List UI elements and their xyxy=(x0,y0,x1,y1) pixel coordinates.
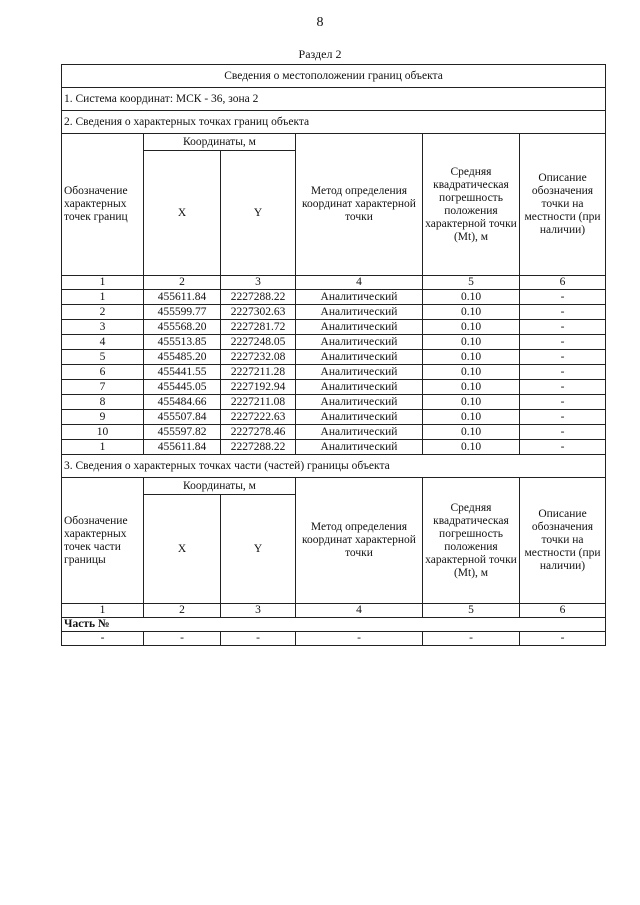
point-y: 2227288.22 xyxy=(221,440,296,455)
point-number: 8 xyxy=(62,395,144,410)
section2-title: 2. Сведения о характерных точках границ объекта xyxy=(62,111,606,134)
header-description: Описание обозначения точки на местности (при наличии) xyxy=(520,134,606,276)
point-y: 2227232.08 xyxy=(221,350,296,365)
point-description: - xyxy=(520,350,606,365)
point-number: 1 xyxy=(62,440,144,455)
column-number: 2 xyxy=(144,276,221,290)
point-number: 4 xyxy=(62,335,144,350)
table-row xyxy=(62,380,606,395)
table-row xyxy=(62,425,606,440)
header-method: Метод определения координат характерной точки xyxy=(296,478,423,604)
point-x: 455445.05 xyxy=(144,380,221,395)
point-y: 2227278.46 xyxy=(221,425,296,440)
point-number: 5 xyxy=(62,350,144,365)
header-method: Метод определения координат характерной точки xyxy=(296,134,423,276)
coordinate-system: 1. Система координат: МСК - 36, зона 2 xyxy=(62,88,606,111)
column-number: 5 xyxy=(423,604,520,618)
point-method: Аналитический xyxy=(296,350,423,365)
point-x: 455597.82 xyxy=(144,425,221,440)
part-cell: - xyxy=(423,632,520,646)
header-x: X xyxy=(144,495,221,604)
point-y: 2227288.22 xyxy=(221,290,296,305)
header-y: Y xyxy=(221,151,296,276)
part-cell: - xyxy=(296,632,423,646)
column-number: 5 xyxy=(423,276,520,290)
column-number: 4 xyxy=(296,604,423,618)
table-row xyxy=(62,395,606,410)
table-row xyxy=(62,305,606,320)
table-row xyxy=(62,335,606,350)
point-y: 2227211.28 xyxy=(221,365,296,380)
point-description: - xyxy=(520,305,606,320)
point-description: - xyxy=(520,425,606,440)
table-row xyxy=(62,290,606,305)
point-accuracy: 0.10 xyxy=(423,425,520,440)
point-y: 2227192.94 xyxy=(221,380,296,395)
point-accuracy: 0.10 xyxy=(423,395,520,410)
point-accuracy: 0.10 xyxy=(423,350,520,365)
table-row xyxy=(62,350,606,365)
point-description: - xyxy=(520,380,606,395)
point-method: Аналитический xyxy=(296,440,423,455)
header-x: X xyxy=(144,151,221,276)
point-y: 2227248.05 xyxy=(221,335,296,350)
header-part-point-label: Обозначение характерных точек части границы xyxy=(62,478,144,604)
point-x: 455507.84 xyxy=(144,410,221,425)
point-y: 2227222.63 xyxy=(221,410,296,425)
point-x: 455611.84 xyxy=(144,290,221,305)
point-method: Аналитический xyxy=(296,365,423,380)
table-row xyxy=(62,365,606,380)
point-number: 2 xyxy=(62,305,144,320)
point-number: 1 xyxy=(62,290,144,305)
point-x: 455441.55 xyxy=(144,365,221,380)
point-x: 455611.84 xyxy=(144,440,221,455)
point-accuracy: 0.10 xyxy=(423,320,520,335)
point-x: 455599.77 xyxy=(144,305,221,320)
point-description: - xyxy=(520,410,606,425)
point-method: Аналитический xyxy=(296,290,423,305)
column-number: 2 xyxy=(144,604,221,618)
point-accuracy: 0.10 xyxy=(423,335,520,350)
section-title: Раздел 2 xyxy=(298,47,342,61)
column-number: 3 xyxy=(221,604,296,618)
header-accuracy: Средняя квадратическая погрешность положения характерной точки (Mt), м xyxy=(423,134,520,276)
point-description: - xyxy=(520,440,606,455)
point-number: 7 xyxy=(62,380,144,395)
header-y: Y xyxy=(221,495,296,604)
part-cell: - xyxy=(221,632,296,646)
point-description: - xyxy=(520,335,606,350)
column-number: 1 xyxy=(62,604,144,618)
point-x: 455513.85 xyxy=(144,335,221,350)
point-accuracy: 0.10 xyxy=(423,365,520,380)
point-x: 455484.66 xyxy=(144,395,221,410)
section3-title: 3. Сведения о характерных точках части (частей) границы объекта xyxy=(62,455,606,478)
point-description: - xyxy=(520,290,606,305)
column-number: 1 xyxy=(62,276,144,290)
point-y: 2227211.08 xyxy=(221,395,296,410)
column-number: 3 xyxy=(221,276,296,290)
part-cell: - xyxy=(62,632,144,646)
point-accuracy: 0.10 xyxy=(423,290,520,305)
header-coords: Координаты, м xyxy=(144,134,296,151)
point-method: Аналитический xyxy=(296,320,423,335)
column-number: 4 xyxy=(296,276,423,290)
point-method: Аналитический xyxy=(296,410,423,425)
table-row xyxy=(62,440,606,455)
header-coords: Координаты, м xyxy=(144,478,296,495)
point-accuracy: 0.10 xyxy=(423,380,520,395)
point-accuracy: 0.10 xyxy=(423,410,520,425)
column-number: 6 xyxy=(520,276,606,290)
point-x: 455485.20 xyxy=(144,350,221,365)
point-method: Аналитический xyxy=(296,305,423,320)
point-number: 3 xyxy=(62,320,144,335)
point-method: Аналитический xyxy=(296,380,423,395)
point-x: 455568.20 xyxy=(144,320,221,335)
point-accuracy: 0.10 xyxy=(423,305,520,320)
header-accuracy: Средняя квадратическая погрешность положения характерной точки (Mt), м xyxy=(423,478,520,604)
header-description: Описание обозначения точки на местности (при наличии) xyxy=(520,478,606,604)
point-method: Аналитический xyxy=(296,335,423,350)
point-description: - xyxy=(520,365,606,380)
point-number: 9 xyxy=(62,410,144,425)
table-title: Сведения о местоположении границ объекта xyxy=(62,65,606,88)
part-cell: - xyxy=(520,632,606,646)
boundary-table xyxy=(61,64,606,646)
point-description: - xyxy=(520,320,606,335)
point-method: Аналитический xyxy=(296,395,423,410)
point-accuracy: 0.10 xyxy=(423,440,520,455)
point-y: 2227281.72 xyxy=(221,320,296,335)
table-row xyxy=(62,632,606,646)
point-number: 10 xyxy=(62,425,144,440)
table-row xyxy=(62,410,606,425)
header-point-label: Обозначение характерных точек границ xyxy=(62,134,144,276)
point-method: Аналитический xyxy=(296,425,423,440)
table-row xyxy=(62,320,606,335)
point-y: 2227302.63 xyxy=(221,305,296,320)
part-label: Часть № xyxy=(62,618,606,632)
point-description: - xyxy=(520,395,606,410)
column-number: 6 xyxy=(520,604,606,618)
point-number: 6 xyxy=(62,365,144,380)
part-cell: - xyxy=(144,632,221,646)
page-number: 8 xyxy=(316,15,324,30)
